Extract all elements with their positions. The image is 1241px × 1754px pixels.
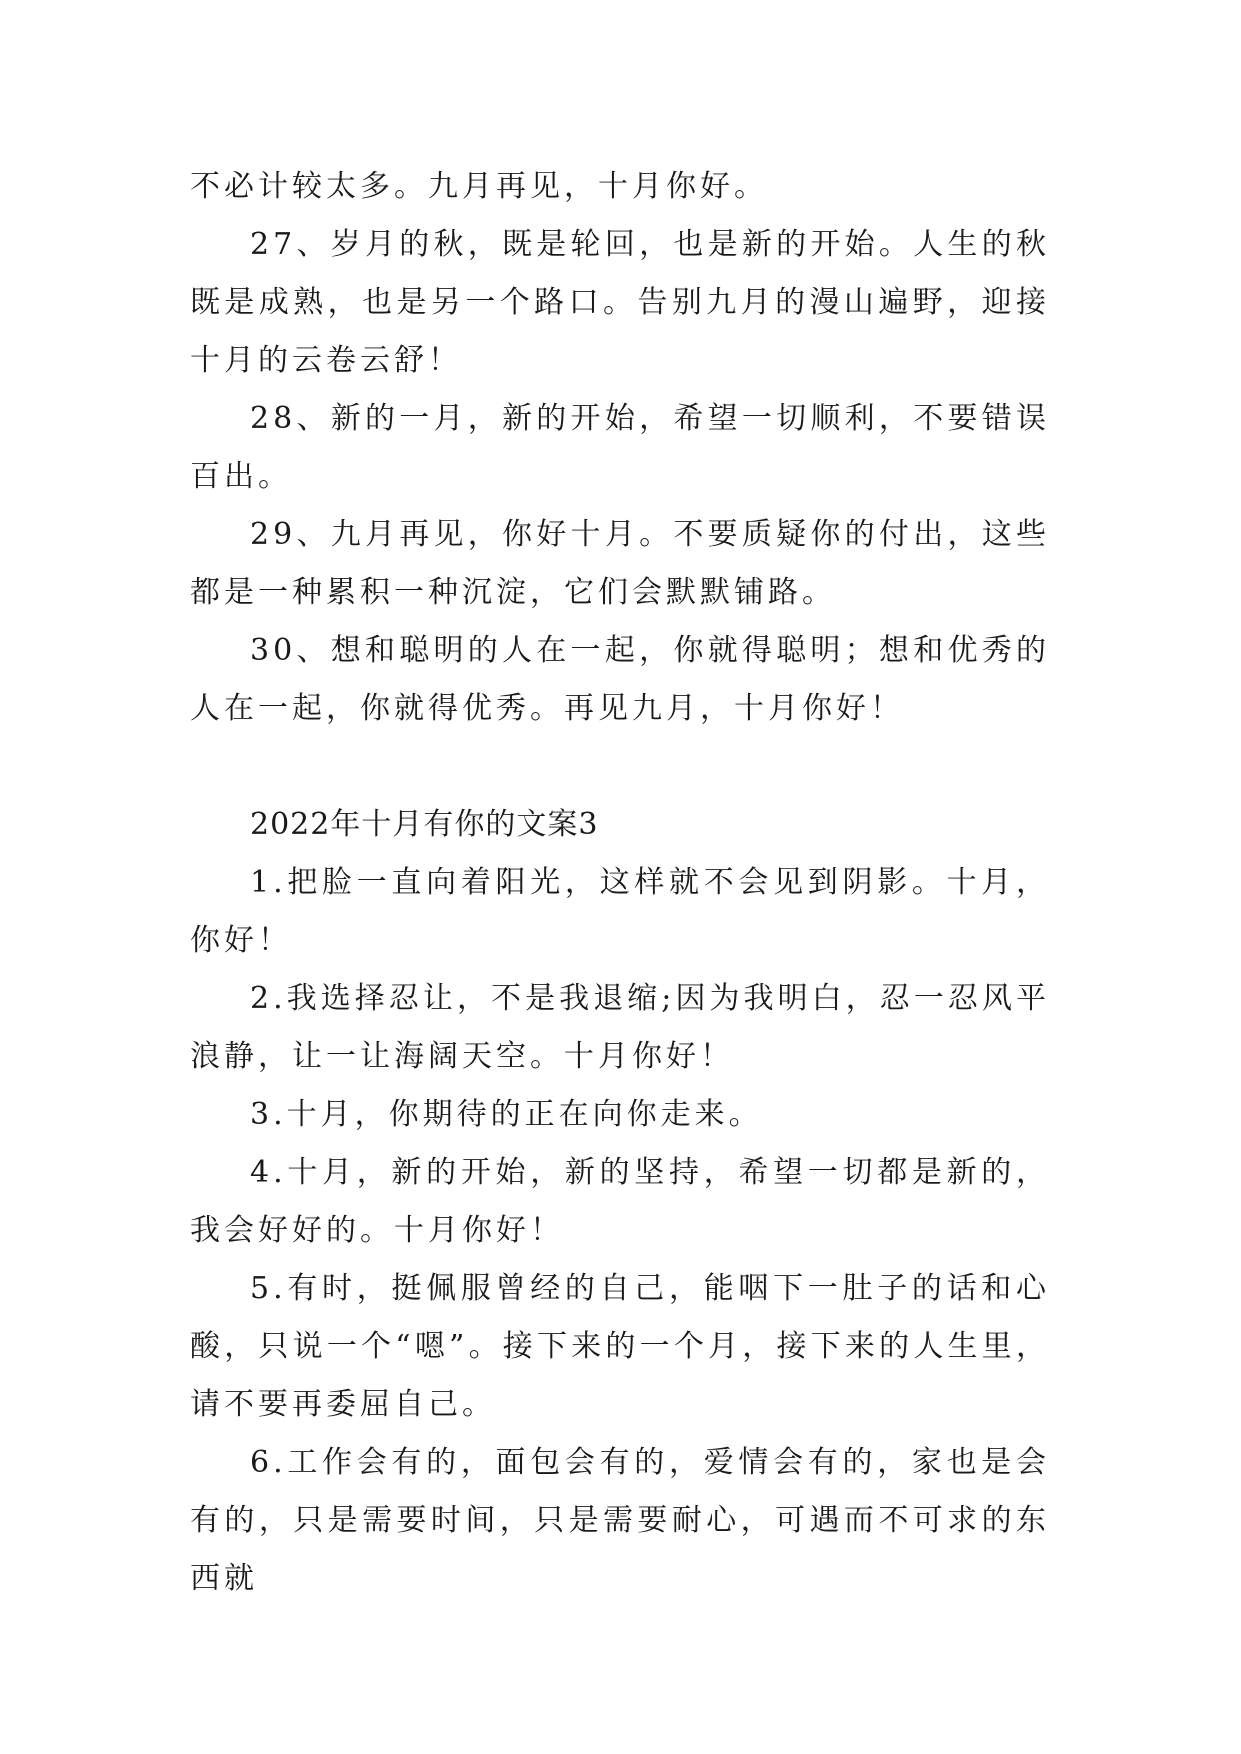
list-item-2: 2.我选择忍让，不是我退缩;因为我明白，忍一忍风平浪静，让一让海阔天空。十月你好！ [190, 981, 1050, 1074]
continuation-paragraph: 不必计较太多。九月再见，十月你好。 [190, 169, 768, 204]
list-item-3: 3.十月，你期待的正在向你走来。 [250, 1097, 763, 1132]
list-item-29: 29、九月再见，你好十月。不要质疑你的付出，这些都是一种累积一种沉淀，它们会默默铺路。 [190, 517, 1050, 610]
list-item-30: 30、想和聪明的人在一起，你就得聪明；想和优秀的人在一起，你就得优秀。再见九月，十月你好！ [190, 633, 1050, 726]
section-heading: 2022年十月有你的文案3 [250, 807, 599, 842]
list-item-28: 28、新的一月，新的开始，希望一切顺利，不要错误百出。 [190, 401, 1050, 494]
list-item-5: 5.有时，挺佩服曾经的自己，能咽下一肚子的话和心酸，只说一个“嗯”。接下来的一个月，接下来的人生里，请不要再委屈自己。 [190, 1271, 1050, 1422]
list-item-1: 1.把脸一直向着阳光，这样就不会见到阴影。十月，你好！ [190, 865, 1050, 958]
list-item-27: 27、岁月的秋，既是轮回，也是新的开始。人生的秋既是成熟，也是另一个路口。告别九月的漫山遍野，迎接十月的云卷云舒！ [190, 227, 1050, 378]
section-spacer [190, 738, 1050, 796]
document-body [190, 158, 1050, 1608]
list-item-4: 4.十月，新的开始，新的坚持，希望一切都是新的，我会好好的。十月你好！ [190, 1155, 1050, 1248]
list-item-6: 6.工作会有的，面包会有的，爱情会有的，家也是会有的，只是需要时间，只是需要耐心，可遇而不可求的东西就 [190, 1445, 1050, 1596]
